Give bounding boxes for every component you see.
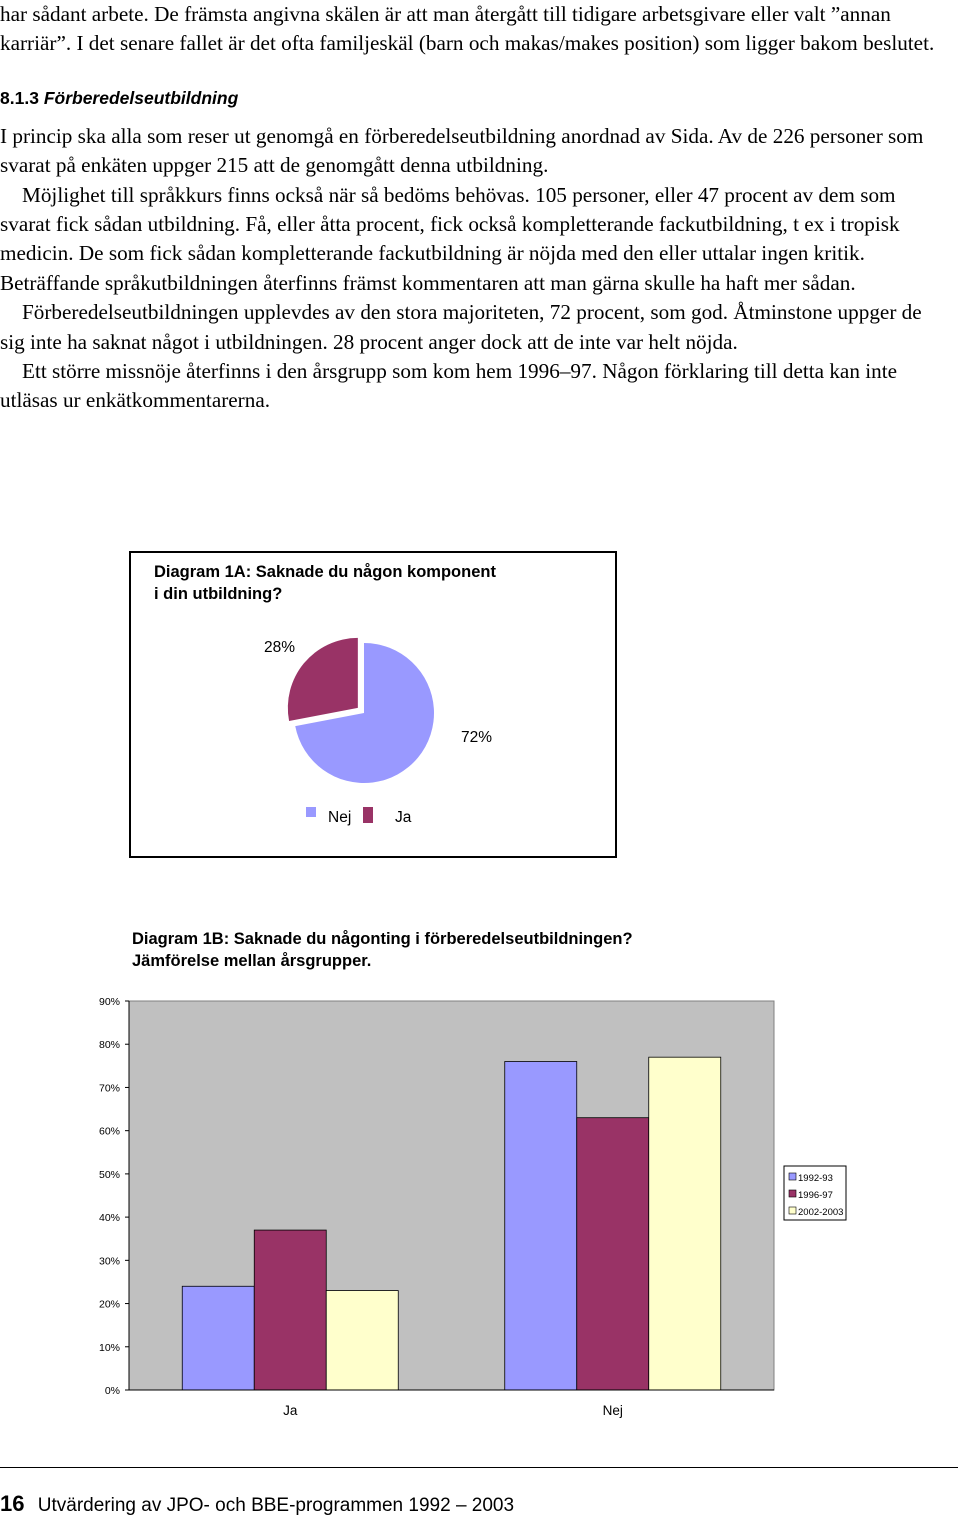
bar-nej-1996-97 bbox=[577, 1118, 649, 1390]
chart-title-line1: Diagram 1A: Saknade du någon komponent bbox=[154, 563, 496, 581]
chart-title-line2: Jämförelse mellan årsgrupper. bbox=[132, 952, 372, 970]
page-footer bbox=[0, 1492, 514, 1518]
legend-label-ja: Ja bbox=[395, 809, 412, 826]
y-tick-label: 30% bbox=[98, 1255, 120, 1268]
legend-label-1992-93: 1992-93 bbox=[798, 1173, 833, 1184]
pie-chart-svg bbox=[131, 553, 615, 856]
chart-title-line1: Diagram 1B: Saknade du någonting i förberedelseutbildningen? bbox=[132, 930, 633, 948]
page-number: 16 bbox=[0, 1491, 25, 1516]
x-tick-label: Ja bbox=[283, 1403, 298, 1418]
bar-nej-2002-2003 bbox=[649, 1057, 721, 1390]
bar-chart-svg bbox=[0, 920, 960, 1440]
y-tick-label: 0% bbox=[104, 1385, 120, 1397]
section-heading bbox=[0, 85, 950, 111]
y-tick-label: 70% bbox=[98, 1082, 120, 1095]
section-title: Förberedelseutbildning bbox=[43, 87, 239, 108]
slice-label-ja: 28% bbox=[264, 639, 296, 656]
legend-label-1996-97: 1996-97 bbox=[798, 1190, 833, 1201]
bar-ja-1996-97 bbox=[254, 1230, 326, 1390]
y-tick-label: 50% bbox=[98, 1168, 120, 1181]
y-tick-label: 40% bbox=[98, 1212, 120, 1225]
legend-label-nej: Nej bbox=[328, 809, 352, 826]
footer-title: Utvärdering av JPO- och BBE-programmen 1992 – 2003 bbox=[37, 1495, 515, 1516]
bar-chart-1b bbox=[0, 920, 960, 1440]
paragraph: I princip ska alla som reser ut genomgå en förberedelseutbildning anordnad av Sida. Av de 226 personer som svarat på enkäten uppger 215 att de genomgått denna utbildning. bbox=[0, 123, 924, 178]
footer-divider bbox=[0, 1467, 958, 1468]
paragraph: Förberedelseutbildningen upplevdes av den stora majoriteten, 72 procent, som god. Åtminstone uppger de sig inte ha saknat något i utbildningen. 28 procent anger dock att de inte var helt nöjda. bbox=[0, 300, 922, 354]
y-tick-label: 20% bbox=[98, 1298, 120, 1311]
legend-swatch-ja bbox=[363, 807, 373, 823]
pie-chart-1a bbox=[129, 551, 617, 858]
pie-legend bbox=[306, 807, 412, 826]
slice-label-nej: 72% bbox=[461, 729, 493, 746]
section-number: 8.1.3 bbox=[0, 87, 39, 108]
chart-title-line2: i din utbildning? bbox=[154, 585, 283, 603]
body-text bbox=[0, 0, 950, 416]
legend-swatch-1992-93 bbox=[789, 1173, 796, 1180]
legend-swatch-1996-97 bbox=[789, 1190, 796, 1197]
y-tick-label: 60% bbox=[98, 1125, 120, 1138]
legend-swatch-nej bbox=[306, 807, 316, 817]
paragraph: har sådant arbete. De främsta angivna skälen är att man återgått till tidigare arbetsgivare eller valt ”annan karriär”. I det senare fallet är det ofta familjeskäl (barn och makas/makes position) som ligger bakom beslutet. bbox=[0, 2, 935, 56]
paragraph: Ett större missnöje återfinns i den årsgrupp som kom hem 1996–97. Någon förklaring till detta kan inte utläsas ur enkätkommentarerna. bbox=[0, 359, 897, 413]
legend-swatch-2002-2003 bbox=[789, 1207, 796, 1214]
paragraph: Möjlighet till språkkurs finns också när så bedöms behövas. 105 personer, eller 47 procent av dem som svarat fick sådan utbildning. Få, eller åtta procent, fick också kompletterande fackutbildning, t ex i tropisk medicin. De som fick sådan kompletterande fackutbildning är nöjda med den eller uttalar ingen kritik. Beträffande språkutbildningen återfinns främst kommentaren att man gärna skulle ha haft mer sådan. bbox=[0, 182, 900, 295]
bar-nej-1992-93 bbox=[505, 1062, 577, 1390]
pie-slice-ja bbox=[288, 638, 358, 721]
y-tick-label: 90% bbox=[98, 996, 120, 1008]
legend-label-2002-2003: 2002-2003 bbox=[798, 1207, 844, 1218]
y-tick-label: 10% bbox=[98, 1341, 120, 1354]
bar-ja-1992-93 bbox=[182, 1286, 254, 1390]
x-tick-label: Nej bbox=[602, 1403, 623, 1418]
y-tick-label: 80% bbox=[98, 1039, 120, 1052]
bar-ja-2002-2003 bbox=[326, 1291, 398, 1390]
